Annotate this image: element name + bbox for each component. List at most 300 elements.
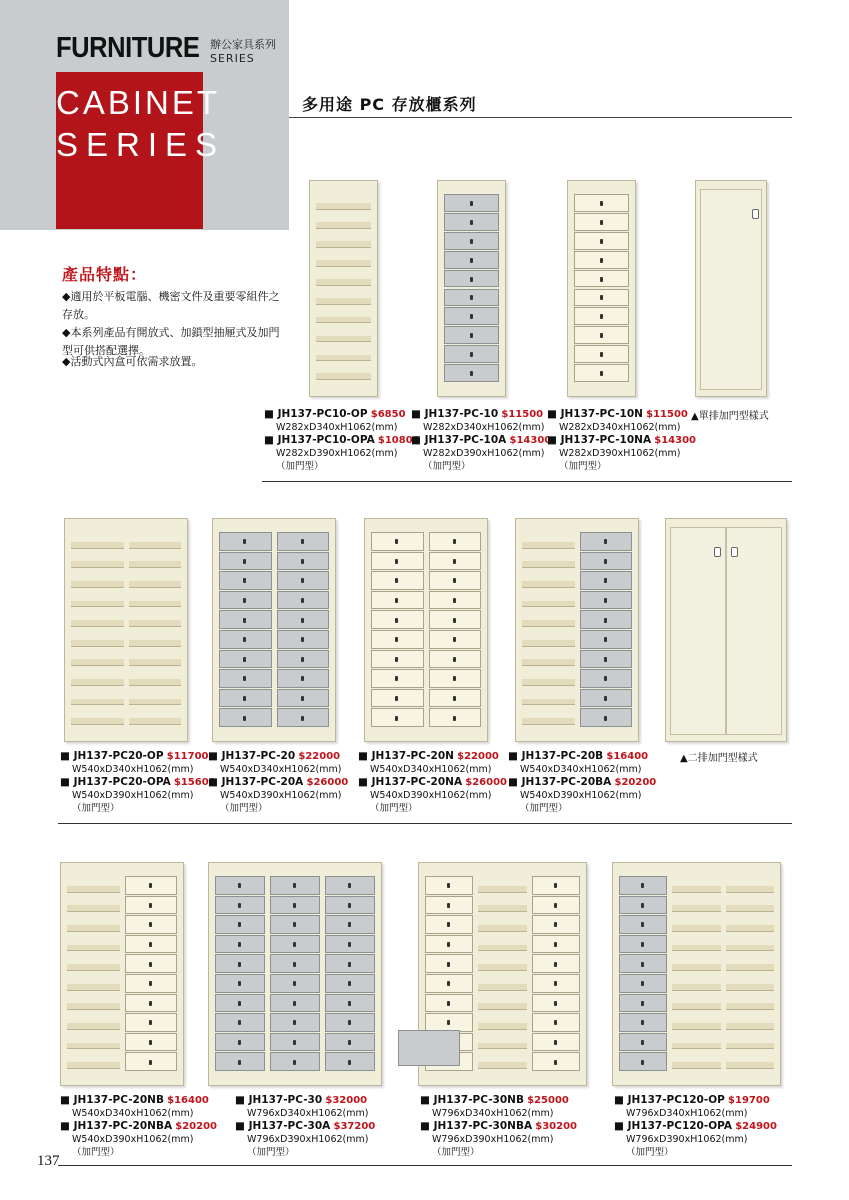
door-style-label-2: ▲二排加門型樣式 (680, 753, 758, 764)
cabinet-drawer (125, 954, 178, 973)
drawer-handle-icon (604, 539, 607, 544)
model-name: ■ JH137-PC20-OPA (60, 776, 171, 788)
cabinet-drawer (429, 571, 482, 590)
drawer-handle-icon (149, 922, 152, 927)
cabinet-drawer (429, 689, 482, 708)
drawer-handle-icon (238, 1040, 241, 1045)
drawer-handle-icon (600, 352, 603, 357)
model-name: ■ JH137-PC-30NBA (420, 1120, 533, 1132)
drawer-handle-icon (149, 981, 152, 986)
cabinet-shelf (478, 1003, 526, 1010)
cabinet-drawer (125, 1033, 178, 1052)
cabinet-shelf (478, 886, 526, 893)
cabinet-drawer (371, 650, 424, 669)
cabinet-drawer (215, 1013, 265, 1032)
cabinet-drawer (270, 1052, 320, 1071)
drawer-handle-icon (604, 618, 607, 623)
door-note: （加門型） (370, 803, 418, 814)
door-note: （加門型） (247, 1147, 295, 1158)
door-note: （加門型） (423, 461, 471, 472)
cabinet-drawer (219, 610, 272, 629)
drawer-handle-icon (149, 1001, 152, 1006)
cabinet-shelf (129, 581, 182, 588)
drawer-handle-icon (293, 1020, 296, 1025)
drawer-handle-icon (600, 220, 603, 225)
cabinet-drawer (425, 1013, 473, 1032)
cabinet-drawer (429, 669, 482, 688)
cabinet-shelf (67, 984, 120, 991)
drawer-handle-icon (395, 676, 398, 681)
cabinet-drawer (270, 994, 320, 1013)
cabinet-shelf (316, 355, 371, 362)
cabinet-drawer (371, 571, 424, 590)
cabinet-drawer (619, 896, 667, 915)
cabinet-drawer (325, 876, 375, 895)
cabinet-drawer (444, 194, 499, 212)
cabinet-drawer (532, 935, 580, 954)
cabinet-shelf (522, 620, 575, 627)
drawer-handle-icon (293, 981, 296, 986)
drawer-handle-icon (600, 239, 603, 244)
cabinet-shelf (726, 1003, 774, 1010)
drawer-handle-icon (641, 942, 644, 947)
drawer-handle-icon (395, 657, 398, 662)
cabinet-drawer (270, 915, 320, 934)
cabinet-drawer (325, 954, 375, 973)
drawer-handle-icon (243, 559, 246, 564)
lock-icon (731, 547, 738, 557)
cabinet-drawer (574, 270, 629, 288)
cabinet-shelf (67, 886, 120, 893)
cabinet-shelf (478, 945, 526, 952)
drawer-handle-icon (149, 1060, 152, 1065)
cabinet-shelf (316, 241, 371, 248)
drawer-handle-icon (453, 578, 456, 583)
drawer-handle-icon (395, 598, 398, 603)
cabinet-shelf (67, 925, 120, 932)
cabinet-shelf (672, 905, 720, 912)
cabinet-shelf (71, 659, 124, 666)
drawer-handle-icon (243, 657, 246, 662)
drawer-handle-icon (641, 883, 644, 888)
cabinet-drawer (580, 650, 633, 669)
drawer-handle-icon (447, 922, 450, 927)
cabinet-drawer (580, 689, 633, 708)
drawer-handle-icon (641, 1001, 644, 1006)
cabinet-drawer (270, 935, 320, 954)
drawer-handle-icon (395, 637, 398, 642)
price: $10800 (377, 435, 420, 446)
cabinet-drawer (532, 915, 580, 934)
drawer-handle-icon (301, 657, 304, 662)
cabinet-drawer (219, 630, 272, 649)
cabinet-drawer (219, 708, 272, 727)
drawer-handle-icon (293, 1040, 296, 1045)
drawer-handle-icon (293, 942, 296, 947)
drawer-handle-icon (243, 696, 246, 701)
dimensions: W540xD390xH1062(mm) (520, 790, 642, 801)
drawer-handle-icon (470, 201, 473, 206)
drawer-handle-icon (238, 962, 241, 967)
cabinet-drawer (125, 1052, 178, 1071)
drawer-handle-icon (238, 981, 241, 986)
cabinet-door (670, 527, 726, 735)
drawer-handle-icon (641, 922, 644, 927)
caption-pc-20n (358, 750, 507, 815)
door-note: （加門型） (626, 1147, 674, 1158)
cabinet-shelf (522, 718, 575, 725)
door-note: （加門型） (432, 1147, 480, 1158)
cabinet-drawer (277, 591, 330, 610)
price: $37200 (333, 1121, 376, 1132)
cabinet-shelf (129, 640, 182, 647)
dimensions: W540xD340xH1062(mm) (72, 1108, 194, 1119)
caption-pc10-op (264, 408, 420, 473)
price: $20200 (175, 1121, 218, 1132)
cabinet-drawer (277, 532, 330, 551)
drawer-handle-icon (554, 883, 557, 888)
dimensions: W796xD340xH1062(mm) (432, 1108, 554, 1119)
cabinet-pc-20b (515, 518, 639, 742)
dimensions: W540xD390xH1062(mm) (72, 790, 194, 801)
cabinet-shelf (672, 1043, 720, 1050)
drawer-handle-icon (238, 903, 241, 908)
cabinet-shelf (522, 542, 575, 549)
cabinet-shelf (478, 984, 526, 991)
cabinet-drawer (277, 571, 330, 590)
cabinet-pc-20 (212, 518, 336, 742)
cabinet-shelf (71, 561, 124, 568)
cabinet-shelf (726, 886, 774, 893)
lock-icon (752, 209, 759, 219)
cabinet-heading-line1: CABINET (56, 84, 221, 121)
cabinet-pc-30 (208, 862, 382, 1086)
cabinet-drawer (215, 954, 265, 973)
cabinet-drawer (580, 669, 633, 688)
cabinet-drawer (574, 289, 629, 307)
cabinet-shelf (129, 620, 182, 627)
drawer-handle-icon (243, 618, 246, 623)
cabinet-drawer (580, 610, 633, 629)
cabinet-drawer (619, 935, 667, 954)
cabinet-drawer (277, 669, 330, 688)
cabinet-drawer (325, 1033, 375, 1052)
dimensions: W282xD340xH1062(mm) (276, 422, 398, 433)
price: $26000 (465, 777, 508, 788)
cabinet-drawer (580, 532, 633, 551)
cabinet-drawer (532, 896, 580, 915)
cabinet-drawer (125, 994, 178, 1013)
door-note: （加門型） (72, 1147, 120, 1158)
cabinet-drawer (444, 270, 499, 288)
cabinet-drawer (125, 1013, 178, 1032)
drawer-handle-icon (243, 578, 246, 583)
cabinet-drawer (580, 591, 633, 610)
drawer-handle-icon (243, 598, 246, 603)
drawer-handle-icon (238, 883, 241, 888)
dimensions: W282xD390xH1062(mm) (423, 448, 545, 459)
drawer-handle-icon (604, 657, 607, 662)
cabinet-shelf (67, 1023, 120, 1030)
cabinet-drawer (215, 994, 265, 1013)
drawer-handle-icon (348, 1020, 351, 1025)
cabinet-drawer (429, 591, 482, 610)
cabinet-shelf (478, 905, 526, 912)
caption-pc-10 (411, 408, 551, 473)
drawer-handle-icon (600, 295, 603, 300)
drawer-handle-icon (301, 578, 304, 583)
cabinet-shelf (726, 984, 774, 991)
cabinet-drawer (277, 610, 330, 629)
cabinet-shelf (71, 640, 124, 647)
dimensions: W796xD340xH1062(mm) (626, 1108, 748, 1119)
cabinet-shelf (316, 279, 371, 286)
cabinet-shelf (726, 1023, 774, 1030)
row3-divider (58, 1165, 792, 1166)
drawer-handle-icon (600, 314, 603, 319)
model-name: ■ JH137-PC120-OP (614, 1094, 725, 1106)
cabinet-pc-10 (437, 180, 506, 397)
cabinet-drawer (325, 915, 375, 934)
model-name: ■ JH137-PC-30A (235, 1120, 331, 1132)
drawer-handle-icon (600, 258, 603, 263)
cabinet-drawer (619, 994, 667, 1013)
cabinet-drawer (371, 630, 424, 649)
dimensions: W282xD340xH1062(mm) (423, 422, 545, 433)
price: $14300 (509, 435, 552, 446)
cabinet-shelf (672, 886, 720, 893)
drawer-handle-icon (395, 578, 398, 583)
drawer-handle-icon (293, 903, 296, 908)
cabinet-shelf (522, 601, 575, 608)
drawer-handle-icon (149, 942, 152, 947)
cabinet-drawer (219, 689, 272, 708)
cabinet-shelf (316, 260, 371, 267)
cabinet-shelf (522, 581, 575, 588)
cabinet-shelf (522, 679, 575, 686)
price: $19700 (728, 1095, 770, 1106)
cabinet-drawer (325, 896, 375, 915)
drawer-handle-icon (447, 962, 450, 967)
cabinet-drawer (444, 307, 499, 325)
cabinet-pc20-op (64, 518, 188, 742)
price: $22000 (457, 751, 499, 762)
model-name: ■ JH137-PC-10A (411, 434, 507, 446)
price: $26000 (306, 777, 349, 788)
model-name: ■ JH137-PC20-OP (60, 750, 164, 762)
dimensions: W282xD390xH1062(mm) (559, 448, 681, 459)
price: $16400 (606, 751, 649, 762)
cabinet-single-door (695, 180, 767, 397)
cabinet-double-door (665, 518, 787, 742)
price: $15600 (173, 777, 216, 788)
model-name: ■ JH137-PC-20N (358, 750, 454, 762)
lock-icon (714, 547, 721, 557)
cabinet-shelf (67, 1043, 120, 1050)
drawer-handle-icon (149, 1020, 152, 1025)
cabinet-drawer (425, 974, 473, 993)
drawer-handle-icon (238, 922, 241, 927)
drawer-handle-icon (293, 962, 296, 967)
drawer-handle-icon (348, 962, 351, 967)
drawer-handle-icon (470, 258, 473, 263)
drawer-handle-icon (348, 922, 351, 927)
page-title: 多用途 PC 存放櫃系列 (302, 95, 477, 114)
cabinet-shelf (129, 679, 182, 686)
row1-divider (262, 481, 792, 482)
drawer-handle-icon (301, 676, 304, 681)
cabinet-shelf (478, 1062, 526, 1069)
cabinet-drawer (580, 708, 633, 727)
drawer-handle-icon (470, 220, 473, 225)
cabinet-drawer (429, 650, 482, 669)
cabinet-shelf (726, 905, 774, 912)
drawer-handle-icon (348, 1001, 351, 1006)
cabinet-drawer (219, 552, 272, 571)
caption-pc-20b (508, 750, 656, 815)
price: $32000 (325, 1095, 368, 1106)
cabinet-shelf (71, 718, 124, 725)
drawer-handle-icon (470, 333, 473, 338)
cabinet-drawer (219, 591, 272, 610)
model-name: ■ JH137-PC-20 (208, 750, 296, 762)
model-name: ■ JH137-PC120-OPA (614, 1120, 733, 1132)
caption-pc-20 (208, 750, 348, 815)
cabinet-drawer (215, 935, 265, 954)
model-name: ■ JH137-PC-10N (547, 408, 643, 420)
cabinet-shelf (522, 659, 575, 666)
drawer-handle-icon (395, 618, 398, 623)
drawer-handle-icon (301, 598, 304, 603)
drawer-handle-icon (604, 559, 607, 564)
cabinet-drawer (574, 194, 629, 212)
price: $30200 (535, 1121, 578, 1132)
cabinet-drawer (574, 345, 629, 363)
cabinet-drawer (371, 669, 424, 688)
cabinet-shelf (316, 222, 371, 229)
cabinet-shelf (129, 699, 182, 706)
drawer-handle-icon (447, 903, 450, 908)
caption-pc-20nb (60, 1094, 217, 1159)
dimensions: W796xD390xH1062(mm) (247, 1134, 369, 1145)
cabinet-drawer (125, 974, 178, 993)
drawer-handle-icon (600, 371, 603, 376)
cabinet-drawer (277, 689, 330, 708)
drawer-handle-icon (243, 676, 246, 681)
cabinet-shelf (67, 1062, 120, 1069)
cabinet-pc120-op (612, 862, 781, 1086)
feature-item-3: ◆活動式內盒可依需求放置。 (62, 355, 203, 368)
drawer-handle-icon (554, 942, 557, 947)
cabinet-drawer (277, 630, 330, 649)
cabinet-drawer (444, 232, 499, 250)
cabinet-shelf (522, 640, 575, 647)
cabinet-drawer (425, 935, 473, 954)
model-name: ■ JH137-PC-30NB (420, 1094, 524, 1106)
drawer-handle-icon (243, 637, 246, 642)
price: $14300 (654, 435, 697, 446)
drawer-handle-icon (301, 539, 304, 544)
drawer-handle-icon (554, 1060, 557, 1065)
cabinet-shelf (478, 925, 526, 932)
cabinet-drawer (619, 1033, 667, 1052)
cabinet-shelf (71, 699, 124, 706)
drawer-handle-icon (243, 716, 246, 721)
dimensions: W796xD390xH1062(mm) (626, 1134, 748, 1145)
drawer-handle-icon (447, 883, 450, 888)
cabinet-drawer (125, 915, 178, 934)
cabinet-shelf (672, 945, 720, 952)
cabinet-drawer (619, 876, 667, 895)
features-title: 產品特點： (62, 265, 148, 284)
furniture-subtitle-series: SERIES (210, 52, 255, 65)
cabinet-drawer (371, 532, 424, 551)
cabinet-shelf (316, 298, 371, 305)
model-name: ■ JH137-PC-20A (208, 776, 304, 788)
cabinet-drawer (444, 213, 499, 231)
drawer-handle-icon (600, 333, 603, 338)
dimensions: W540xD390xH1062(mm) (370, 790, 492, 801)
drawer-handle-icon (604, 716, 607, 721)
cabinet-shelf (67, 964, 120, 971)
cabinet-drawer (215, 1033, 265, 1052)
cabinet-shelf (71, 542, 124, 549)
cabinet-shelf (316, 317, 371, 324)
drawer-handle-icon (348, 883, 351, 888)
price: $24900 (735, 1121, 777, 1132)
cabinet-shelf (316, 336, 371, 343)
cabinet-shelf (726, 925, 774, 932)
cabinet-shelf (129, 718, 182, 725)
cabinet-drawer (325, 1052, 375, 1071)
drawer-handle-icon (395, 539, 398, 544)
page-number: 137 (37, 1153, 60, 1169)
caption-pc20-op (60, 750, 216, 815)
cabinet-drawer (429, 552, 482, 571)
cabinet-shelf (129, 601, 182, 608)
drawer-handle-icon (554, 903, 557, 908)
drawer-handle-icon (453, 598, 456, 603)
cabinet-drawer (532, 974, 580, 993)
drawer-handle-icon (554, 981, 557, 986)
cabinet-drawer (270, 1013, 320, 1032)
drawer-handle-icon (395, 716, 398, 721)
price: $11700 (166, 751, 209, 762)
cabinet-drawer (429, 610, 482, 629)
caption-pc-10n (547, 408, 696, 473)
drawer-handle-icon (149, 903, 152, 908)
cabinet-drawer (532, 1033, 580, 1052)
drawer-handle-icon (301, 559, 304, 564)
furniture-heading: FURNITURE (56, 32, 200, 64)
drawer-handle-icon (301, 618, 304, 623)
door-note: （加門型） (220, 803, 268, 814)
drawer-handle-icon (149, 962, 152, 967)
cabinet-drawer (219, 650, 272, 669)
cabinet-drawer (277, 708, 330, 727)
dimensions: W282xD390xH1062(mm) (276, 448, 398, 459)
cabinet-drawer (619, 1052, 667, 1071)
drawer-handle-icon (453, 657, 456, 662)
cabinet-drawer (425, 954, 473, 973)
cabinet-shelf (316, 203, 371, 210)
cabinet-drawer (371, 591, 424, 610)
price: $16400 (167, 1095, 209, 1106)
drawer-handle-icon (641, 1020, 644, 1025)
drawer-handle-icon (554, 1001, 557, 1006)
door-note: （加門型） (276, 461, 324, 472)
drawer-handle-icon (348, 942, 351, 947)
